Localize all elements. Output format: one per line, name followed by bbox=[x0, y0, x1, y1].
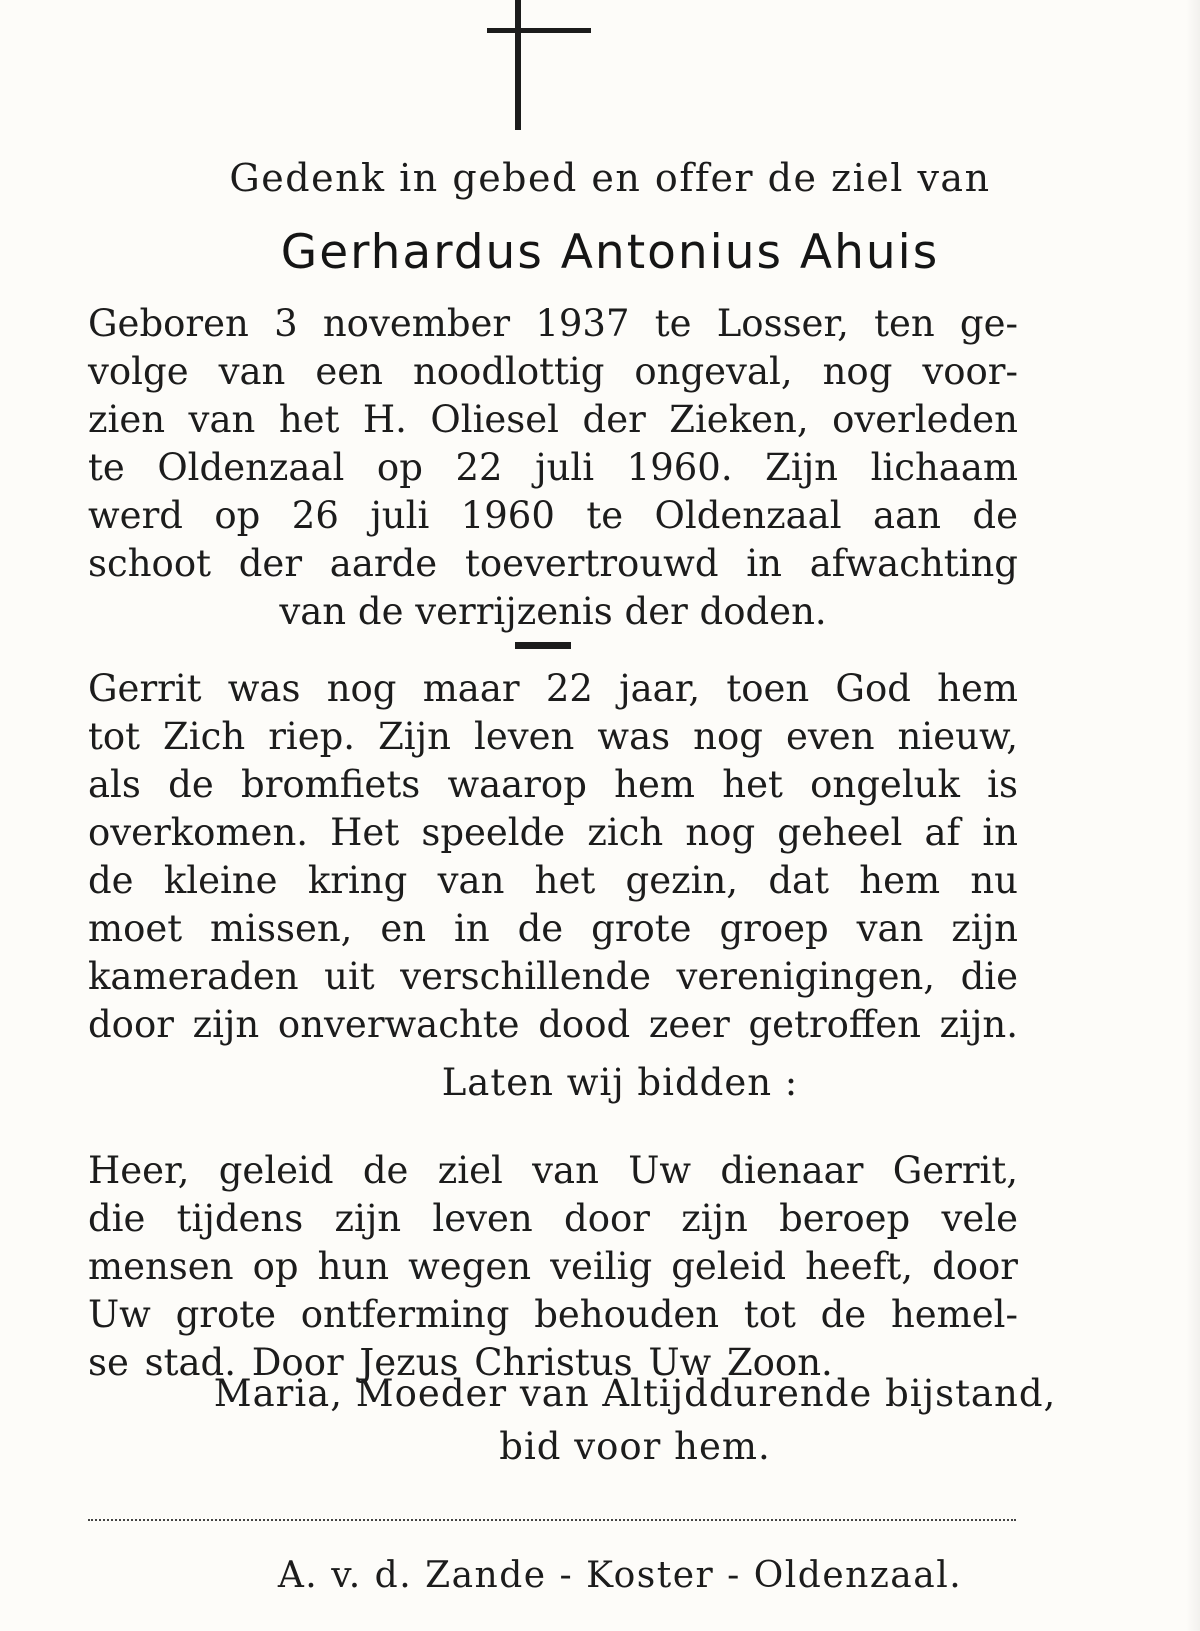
prayer-line: die tijdens zijn leven door zijn beroep vele bbox=[88, 1197, 1018, 1240]
prayer-line: se stad. Door Jezus Christus Uw Zoon. bbox=[88, 1341, 833, 1384]
prayer-heading: Laten wij bidden : bbox=[441, 1061, 799, 1104]
memorial-line: door zijn onverwachte dood zeer getroffen zijn. bbox=[88, 1003, 1018, 1046]
prayer-paragraph bbox=[88, 1147, 1018, 1387]
deceased-name: Gerhardus Antonius Ahuis bbox=[280, 225, 940, 280]
memorial-line: moet missen, en in de grote groep van zijn bbox=[88, 907, 1018, 950]
biography-paragraph bbox=[88, 300, 1018, 636]
biography-line: te Oldenzaal op 22 juli 1960. Zijn lichaam bbox=[88, 446, 1018, 489]
memorial-line: de kleine kring van het gezin, dat hem nu bbox=[88, 859, 1018, 902]
invocation-line: Maria, Moeder van Altijddurende bijstand, bbox=[213, 1372, 1057, 1415]
section-divider bbox=[515, 642, 571, 649]
biography-line: zien van het H. Oliesel der Zieken, overleden bbox=[88, 398, 1018, 441]
biography-line: van de verrijzenis der doden. bbox=[279, 590, 827, 633]
biography-line: volge van een noodlottig ongeval, nog voor- bbox=[88, 350, 1018, 393]
memorial-line: overkomen. Het speelde zich nog geheel af in bbox=[88, 811, 1018, 854]
printer-credit: A. v. d. Zande - Koster - Oldenzaal. bbox=[277, 1555, 963, 1596]
memorial-line: tot Zich riep. Zijn leven was nog even nieuw, bbox=[88, 715, 1018, 758]
memorial-line: Gerrit was nog maar 22 jaar, toen God hem bbox=[88, 667, 1018, 710]
footer-rule bbox=[88, 1519, 1016, 1521]
memorial-paragraph bbox=[88, 665, 1018, 1049]
cross-icon bbox=[487, 0, 591, 135]
prayer-line: Heer, geleid de ziel van Uw dienaar Gerrit, bbox=[88, 1149, 1018, 1192]
intro-text: Gedenk in gebed en offer de ziel van bbox=[229, 156, 991, 200]
memorial-line: als de bromfiets waarop hem het ongeluk is bbox=[88, 763, 1018, 806]
biography-line: werd op 26 juli 1960 te Oldenzaal aan de bbox=[88, 494, 1018, 537]
invocation-line: bid voor hem. bbox=[499, 1425, 771, 1468]
memorial-line: kameraden uit verschillende verenigingen, die bbox=[88, 955, 1018, 998]
biography-line: Geboren 3 november 1937 te Losser, ten ge- bbox=[88, 302, 1018, 345]
biography-line: schoot der aarde toevertrouwd in afwachting bbox=[88, 542, 1018, 585]
prayer-line: Uw grote ontferming behouden tot de hemel- bbox=[88, 1293, 1018, 1336]
prayer-line: mensen op hun wegen veilig geleid heeft, door bbox=[88, 1245, 1018, 1288]
